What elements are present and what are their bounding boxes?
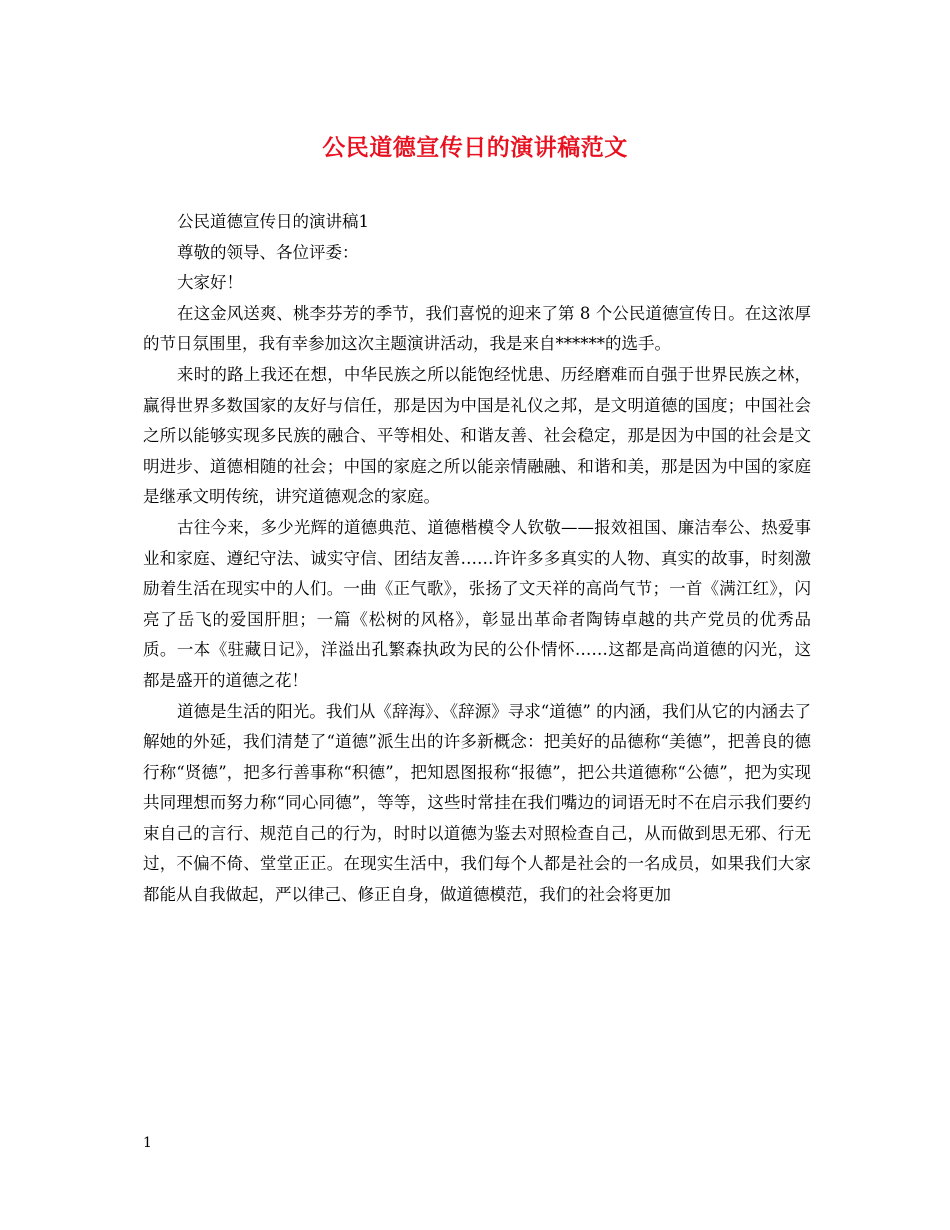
paragraph-salutation: 尊敬的领导、各位评委：: [177, 242, 359, 262]
paragraph-heading: 公民道德宣传日的演讲稿1: [177, 212, 369, 231]
paragraph-nation: 来时的路上我还在想，中华民族之所以能饱经忧患、历经磨难而自强于世界民族之林，赢得世界多数国家的友好与信任，那是因为中国是礼仪之邦，是文明道德的国度；中国社会之所以能够实现多民族的融合、平等相处、和谐友善、社会稳定，那是因为中国的社会是文明进步、道德相随的社会；中国的家庭之所以能亲情融融、和谐和美，那是因为中国的家庭是继承文明传统，讲究道德观念的家庭。: [143, 364, 811, 507]
paragraph-intro: 在这金风送爽、桃李芬芳的季节，我们喜悦的迎来了第 8 个公民道德宣传日。在这浓厚的节日氛围里，我有幸参加这次主题演讲活动，我是来自******的选手。: [143, 303, 811, 354]
document-title: 公民道德宣传日的演讲稿范文: [322, 134, 628, 161]
paragraph-models: 古往今来，多少光辉的道德典范、道德楷模令人钦敬——报效祖国、廉洁奉公、热爱事业和家庭、遵纪守法、诚实守信、团结友善……许许多多真实的人物、真实的故事，时刻激励着生活在现实中的人们。一曲《正气歌》，张扬了文天祥的高尚气节；一首《满江红》，闪亮了岳飞的爱国肝胆；一篇《松树的风格》，彰显出革命者陶铸卓越的共产党员的优秀品质。一本《驻藏日记》，洋溢出孔繁森执政为民的公仆情怀……这都是高尚道德的闪光，这都是盛开的道德之花！: [143, 517, 811, 690]
paragraph-greeting: 大家好！: [177, 273, 243, 293]
document-body: [143, 207, 811, 911]
paragraph-sunlight: 道德是生活的阳光。我们从《辞海》、《辞源》寻求“道德” 的内涵，我们从它的内涵去了解她的外延，我们清楚了“道德”派生出的许多新概念：把美好的品德称“美德”，把善良的德行称“贤德”，把多行善事称“积德”，把知恩图报称“报德”，把公共道德称“公德”，把为实现共同理想而努力称“同心同德”，等等，这些时常挂在我们嘴边的词语无时不在启示我们要约束自己的言行、规范自己的行为，时时以道德为鉴去对照检查自己，从而做到思无邪、行无过，不偏不倚、堂堂正正。在现实生活中，我们每个人都是社会的一名成员，如果我们大家都能从自我做起，严以律己、修正自身，做道德模范，我们的社会将更加: [143, 701, 811, 905]
page-number: 1: [143, 1135, 152, 1151]
